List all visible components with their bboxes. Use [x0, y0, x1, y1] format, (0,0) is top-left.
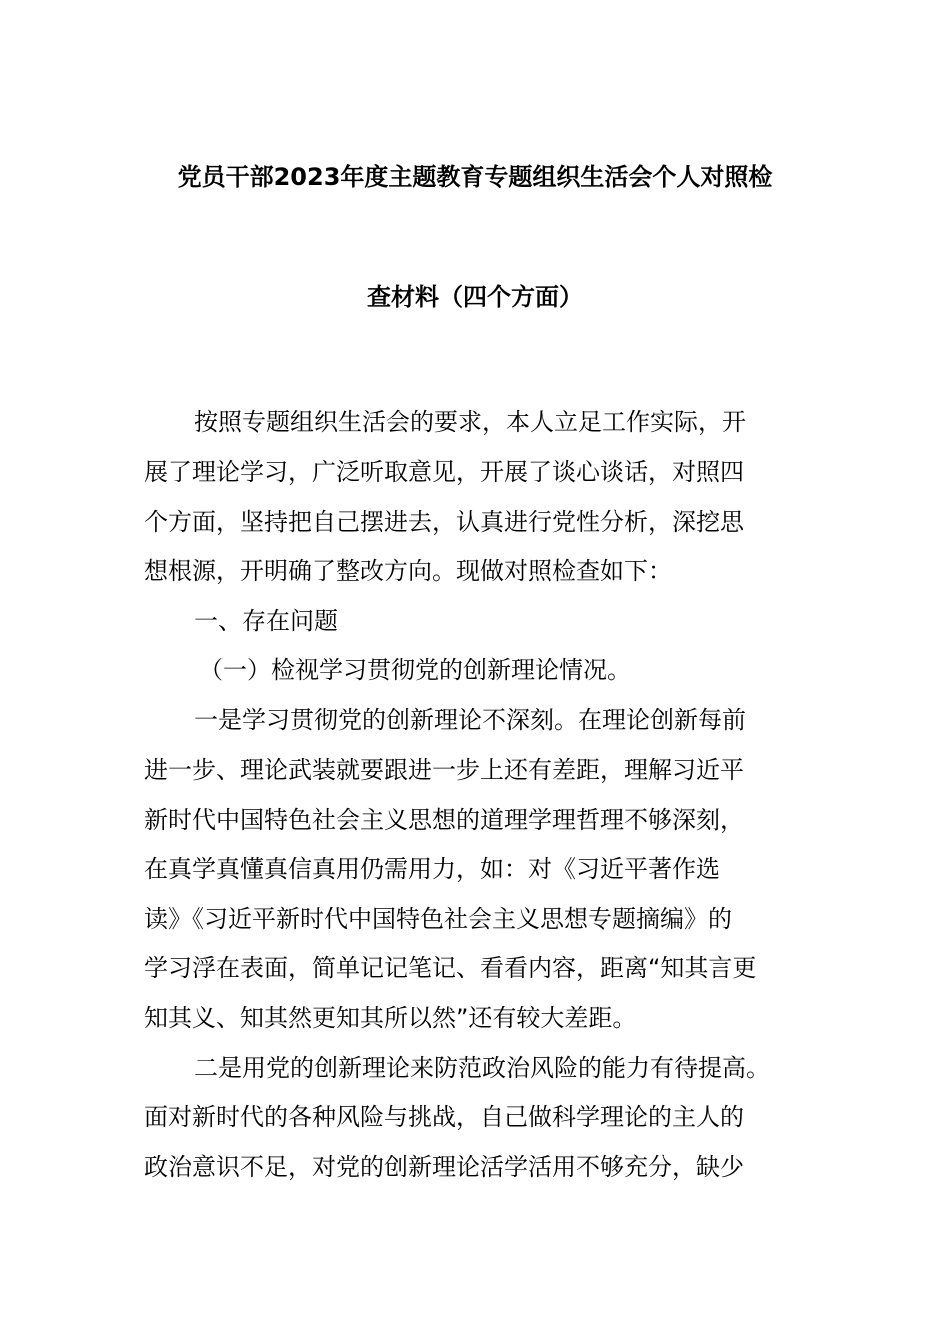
paragraph-line: 进一步、理论武装就要跟进一步上还有差距，理解习近平 [144, 756, 744, 784]
paragraph-line: 知其义、知其然更知其所以然”还有较大差距。 [144, 1004, 637, 1032]
paragraph-line: 新时代中国特色社会主义思想的道理学理哲理不够深刻， [144, 806, 744, 834]
paragraph-line: 政治意识不足，对党的创新理论活学活用不够充分，缺少 [144, 1153, 744, 1181]
document-title-line-2: 查材料（四个方面） [367, 283, 583, 311]
subsection-heading: （一）检视学习贯彻党的创新理论情况。 [199, 656, 631, 684]
paragraph-line: 面对新时代的各种风险与挑战，自己做科学理论的主人的 [144, 1103, 744, 1131]
paragraph-line: 一是学习贯彻党的创新理论不深刻。在理论创新每前 [194, 706, 746, 734]
paragraph-line: 在真学真懂真信真用仍需用力，如：对《习近平著作选 [144, 855, 720, 883]
paragraph-line: 读》《习近平新时代中国特色社会主义思想专题摘编》的 [144, 905, 732, 933]
paragraph-line: 个方面，坚持把自己摆进去，认真进行党性分析，深挖思 [144, 508, 744, 536]
document-title-line-1: 党员干部2023年度主题教育专题组织生活会个人对照检 [177, 163, 773, 191]
paragraph-line: 展了理论学习，广泛听取意见，开展了谈心谈话，对照四 [144, 458, 744, 486]
section-heading: 一、存在问题 [194, 607, 338, 635]
paragraph-line: 按照专题组织生活会的要求，本人立足工作实际，开 [194, 408, 746, 436]
paragraph-line: 想根源，开明确了整改方向。现做对照检查如下： [144, 557, 672, 585]
paragraph-line: 二是用党的创新理论来防范政治风险的能力有待提高。 [194, 1054, 770, 1082]
paragraph-line: 学习浮在表面，简单记记笔记、看看内容，距离“知其言更 [144, 954, 757, 982]
